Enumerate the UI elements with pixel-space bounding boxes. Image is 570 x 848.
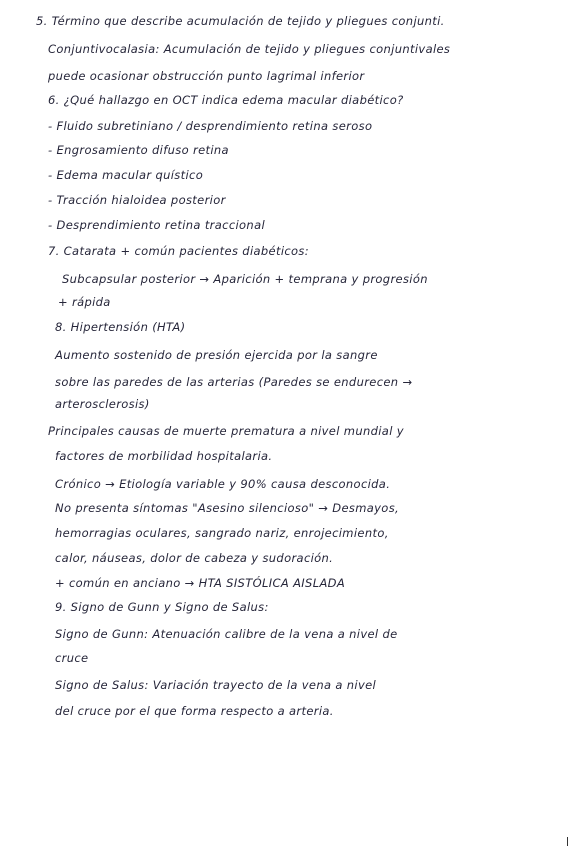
- section-8-line-5: factores de morbilidad hospitalaria.: [55, 449, 273, 463]
- section-8-line-6: Crónico → Etiología variable y 90% causa desconocida.: [55, 477, 391, 491]
- section-8-line-1: Aumento sostenido de presión ejercida por la sangre: [55, 348, 378, 362]
- answer-6-item-1: - Fluido subretiniano / desprendimiento retina seroso: [48, 119, 373, 133]
- question-5-heading: 5. Término que describe acumulación de tejido y pliegues conjunti.: [36, 14, 445, 28]
- answer-6-item-2: - Engrosamiento difuso retina: [48, 143, 229, 157]
- answer-6-item-5: - Desprendimiento retina traccional: [48, 218, 266, 232]
- section-8-line-3: arterosclerosis): [55, 397, 150, 411]
- answer-5-line-1: Conjuntivocalasia: Acumulación de tejido y pliegues conjuntivales: [48, 42, 451, 56]
- page-edge-mark: [567, 837, 568, 846]
- answer-9-line-1: Signo de Gunn: Atenuación calibre de la vena a nivel de: [55, 627, 398, 641]
- answer-5-line-2: puede ocasionar obstrucción punto lagrimal inferior: [48, 69, 365, 83]
- section-8-line-4: Principales causas de muerte prematura a nivel mundial y: [48, 424, 404, 438]
- answer-6-item-3: - Edema macular quístico: [48, 168, 204, 182]
- section-8-line-10: + común en anciano → HTA SISTÓLICA AISLADA: [55, 576, 346, 590]
- section-8-heading: 8. Hipertensión (HTA): [55, 320, 186, 334]
- question-6-heading: 6. ¿Qué hallazgo en OCT indica edema macular diabético?: [48, 93, 404, 107]
- question-7-heading: 7. Catarata + común pacientes diabéticos:: [48, 244, 309, 258]
- section-8-line-7: No presenta síntomas "Asesino silencioso" → Desmayos,: [55, 501, 400, 515]
- section-8-line-8: hemorragias oculares, sangrado nariz, enrojecimiento,: [55, 526, 389, 540]
- question-9-heading: 9. Signo de Gunn y Signo de Salus:: [55, 600, 269, 614]
- answer-7-line-1: Subcapsular posterior → Aparición + temprana y progresión: [62, 272, 428, 286]
- answer-7-line-2: + rápida: [58, 295, 111, 309]
- answer-6-item-4: - Tracción hialoidea posterior: [48, 193, 226, 207]
- answer-9-line-4: del cruce por el que forma respecto a arteria.: [55, 704, 334, 718]
- answer-9-line-3: Signo de Salus: Variación trayecto de la vena a nivel: [55, 678, 377, 692]
- section-8-line-2: sobre las paredes de las arterias (Paredes se endurecen →: [55, 375, 413, 389]
- answer-9-line-2: cruce: [55, 651, 89, 665]
- section-8-line-9: calor, náuseas, dolor de cabeza y sudoración.: [55, 551, 334, 565]
